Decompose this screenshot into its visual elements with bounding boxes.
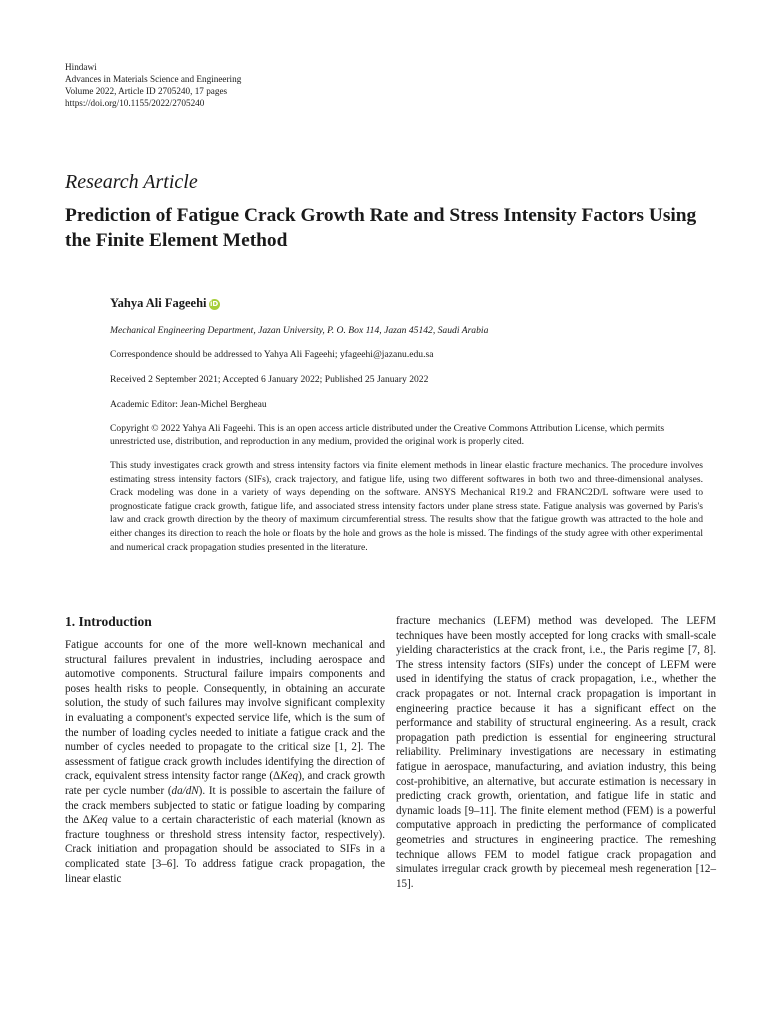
section-heading-introduction: 1. Introduction: [65, 614, 152, 629]
copyright-notice: Copyright © 2022 Yahya Ali Fageehi. This is an open access article distributed under the Creative Commons Attribution License, which permits unrestricted use, distribution, and reproduction in any medium, provided the original work is properly cited.: [110, 423, 665, 447]
introduction-paragraph-right: fracture mechanics (LEFM) method was developed. The LEFM techniques have been mostly accepted for long cracks with small-scale yielding characteristics at the crack front, i.e., the Paris regime [7, 8]. The stress intensity factors (SIFs) under the concept of LEFM were used in identifying the status of crack propagation, i.e., whether the crack propagates or not. Internal crack propagation is important in engineering practice because it has a significant effect on the performance and stability of structural engineering. As a result, crack propagation path prediction is essential for engineering structural reliability. Preliminary investigations are necessary in estimating fatigue in aerospace, manufacturing, and aviation industry, this being cost-prohibitive, an alternative, but accurate estimation is necessary in predicting crack growth, orientation, and fatigue life in static and dynamic loads [9–11]. The finite element method (FEM) is a powerful computative approach in predicting the performance of complicated geometries and structures in engineering practice. The remeshing technique allows FEM to model fatigue crack propagation and simulates irregular crack growth by piecemeal mesh regeneration [12–15].: [396, 615, 716, 890]
abstract: This study investigates crack growth and stress intensity factors via finite element methods in linear elastic fracture mechanics. The procedure involves estimating stress intensity factors (SIFs), crack trajectory, and fatigue life, using two different softwares in both two and three-dimensional analyses. Crack modeling was done in a variety of ways depending on the software. ANSYS Mechanical R19.2 and FRANC2D/L software were used to prognosticate fatigue crack growth, fatigue life, and associated stress intensity factors under plane stress state. Fatigue analysis was governed by Paris's law and crack growth direction by the theory of maximum circumferential stress. The results show that the fatigue growth was attracted to the hole and either changes its direction to reach the hole or floats by the hole and grows as the hole is missed. The findings of the study agree with other experimental and numerical crack propagation studies presented in the literature.: [110, 460, 703, 553]
journal-header: [65, 61, 241, 109]
paper-title: Prediction of Fatigue Crack Growth Rate and Stress Intensity Factors Using the Finite Element Method: [65, 205, 697, 251]
doi-link[interactable]: https://doi.org/10.1155/2022/2705240: [65, 98, 205, 108]
correspondence: Correspondence should be addressed to Yahya Ali Fageehi; yfageehi@jazanu.edu.sa: [110, 349, 434, 360]
journal-name: Advances in Materials Science and Engineering: [65, 74, 242, 84]
publisher-name: Hindawi: [65, 62, 97, 72]
left-column: [65, 614, 385, 886]
article-type: Research Article: [65, 171, 198, 193]
affiliation: Mechanical Engineering Department, Jazan University, P. O. Box 114, Jazan 45142, Saudi Arabia: [110, 325, 489, 336]
right-column: [396, 614, 716, 891]
author-line: [110, 296, 220, 311]
author-name[interactable]: Yahya Ali Fageehi: [110, 296, 207, 310]
volume-info: Volume 2022, Article ID 2705240, 17 pages: [65, 86, 228, 96]
academic-editor: Academic Editor: Jean-Michel Bergheau: [110, 399, 267, 410]
orcid-icon[interactable]: iD: [209, 300, 219, 308]
publication-dates: Received 2 September 2021; Accepted 6 January 2022; Published 25 January 2022: [110, 374, 429, 385]
introduction-paragraph-left: Fatigue accounts for one of the more well-known mechanical and structural failures prevalent in industries, including aerospace and automotive components. Structural failure impairs components and poses health risks to people. Consequently, in obtaining an accurate solution, the study of such failures may involve significant complexity in evaluating a component's expected service life, which is the sum of the number of loading cycles needed to initiate a fatigue crack and the number of cycles needed to propagate to the critical size [1, 2]. The assessment of fatigue crack growth includes identifying the direction of crack, equivalent stress intensity factor range (ΔKeq), and crack growth rate per cycle number (da/dN). It is possible to ascertain the failure of the crack members subjected to static or fatigue loading by comparing the ΔKeq value to a certain characteristic of each material (known as fracture toughness or threshold stress intensity factor, respectively). Crack initiation and propagation should be associated to SIFs in a complicated state [3–6]. To address fatigue crack propagation, the linear elastic: [65, 639, 386, 885]
